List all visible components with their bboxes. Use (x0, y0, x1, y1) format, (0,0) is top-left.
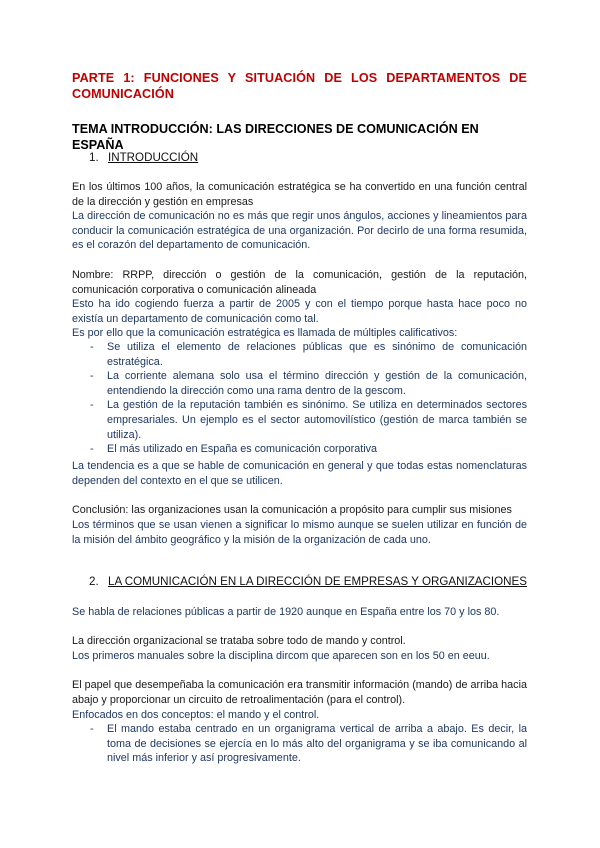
section-heading-1 (89, 151, 198, 164)
section-title: LA COMUNICACIÓN EN LA DIRECCIÓN DE EMPRESAS Y ORGANIZACIONES (108, 575, 527, 588)
section-heading-2 (89, 575, 527, 588)
dash-marker: - (90, 443, 94, 456)
paragraph-note: Enfocados en dos conceptos: el mando y el control. (72, 709, 320, 721)
dash-marker: - (90, 399, 94, 412)
dash-marker: - (90, 341, 94, 353)
dash-marker: - (90, 370, 94, 383)
list-item: - Se utiliza el elemento de relaciones públicas que es sinónimo de comunicación estratégica. (90, 341, 527, 368)
tema-title: TEMA INTRODUCCIÓN: LAS DIRECCIONES DE COMUNICACIÓN EN ESPAÑA (72, 122, 479, 152)
paragraph: Nombre: RRPP, dirección o gestión de la comunicación, gestión de la reputación, comunicación corporativa o comunicación alineada (72, 269, 527, 296)
bullet-list (90, 722, 527, 766)
paragraph-note: La tendencia es a que se hable de comunicación en general y que todas estas nomenclaturas dependen del contexto en el que se utilicen. (72, 460, 527, 487)
list-item: - El más utilizado en España es comunicación corporativa (90, 443, 378, 456)
list-item: - La corriente alemana solo usa el término dirección y gestión de la comunicación, entendiendo la dirección como una rama dentro de la gescom. (90, 370, 527, 397)
section-number: 1. (89, 151, 99, 164)
list-item: - El mando estaba centrado en un organigrama vertical de arriba a abajo. Es decir, la toma de decisiones se ejercía en lo más alto del organigrama y se iba comunicando al nivel más inferior y así progresivamente. (90, 723, 527, 765)
paragraph: En los últimos 100 años, la comunicación estratégica se ha convertido en una función central de la dirección y gestión en empresas (72, 181, 527, 208)
paragraph: La dirección organizacional se trataba sobre todo de mando y control. (72, 635, 406, 647)
paragraph: El papel que desempeñaba la comunicación era transmitir información (mando) de arriba hacia abajo y proporcionar un circuito de retroalimentación (para el control). (72, 679, 527, 706)
paragraph-note: Los términos que se usan vienen a significar lo mismo aunque se suelen utilizar en función de la misión del ámbito geográfico y la misión de la organización de cada uno. (72, 519, 527, 546)
part-title: PARTE 1: FUNCIONES Y SITUACIÓN DE LOS DEPARTAMENTOS DE COMUNICACIÓN (72, 71, 527, 101)
paragraph-note: Es por ello que la comunicación estratégica es llamada de múltiples calificativos: (72, 327, 458, 339)
paragraph-note: Los primeros manuales sobre la disciplina dircom que aparecen son en los 50 en eeuu. (72, 650, 490, 662)
list-item: - La gestión de la reputación también es sinónimo. Se utiliza en determinados sectores empresariales. Un ejemplo es el sector automovilístico (gestión de marca también se utiliza). (90, 399, 527, 441)
section-number: 2. (89, 575, 99, 588)
section-title: INTRODUCCIÓN (108, 151, 199, 164)
dash-marker: - (90, 723, 94, 735)
paragraph-note: La dirección de comunicación no es más que regir unos ángulos, acciones y lineamientos para conducir la comunicación estratégica de una organización. Por decirlo de una forma resumida, es el corazón del departamento de comunicación. (72, 210, 527, 252)
paragraph-note: Se habla de relaciones públicas a partir de 1920 aunque en España entre los 70 y los 80. (72, 606, 500, 618)
paragraph-note: Esto ha ido cogiendo fuerza a partir de 2005 y con el tiempo porque hasta hace poco no existía un departamento de comunicación como tal. (72, 298, 527, 325)
bullet-list (90, 340, 527, 457)
paragraph: Conclusión: las organizaciones usan la comunicación a propósito para cumplir sus misiones (72, 504, 512, 516)
